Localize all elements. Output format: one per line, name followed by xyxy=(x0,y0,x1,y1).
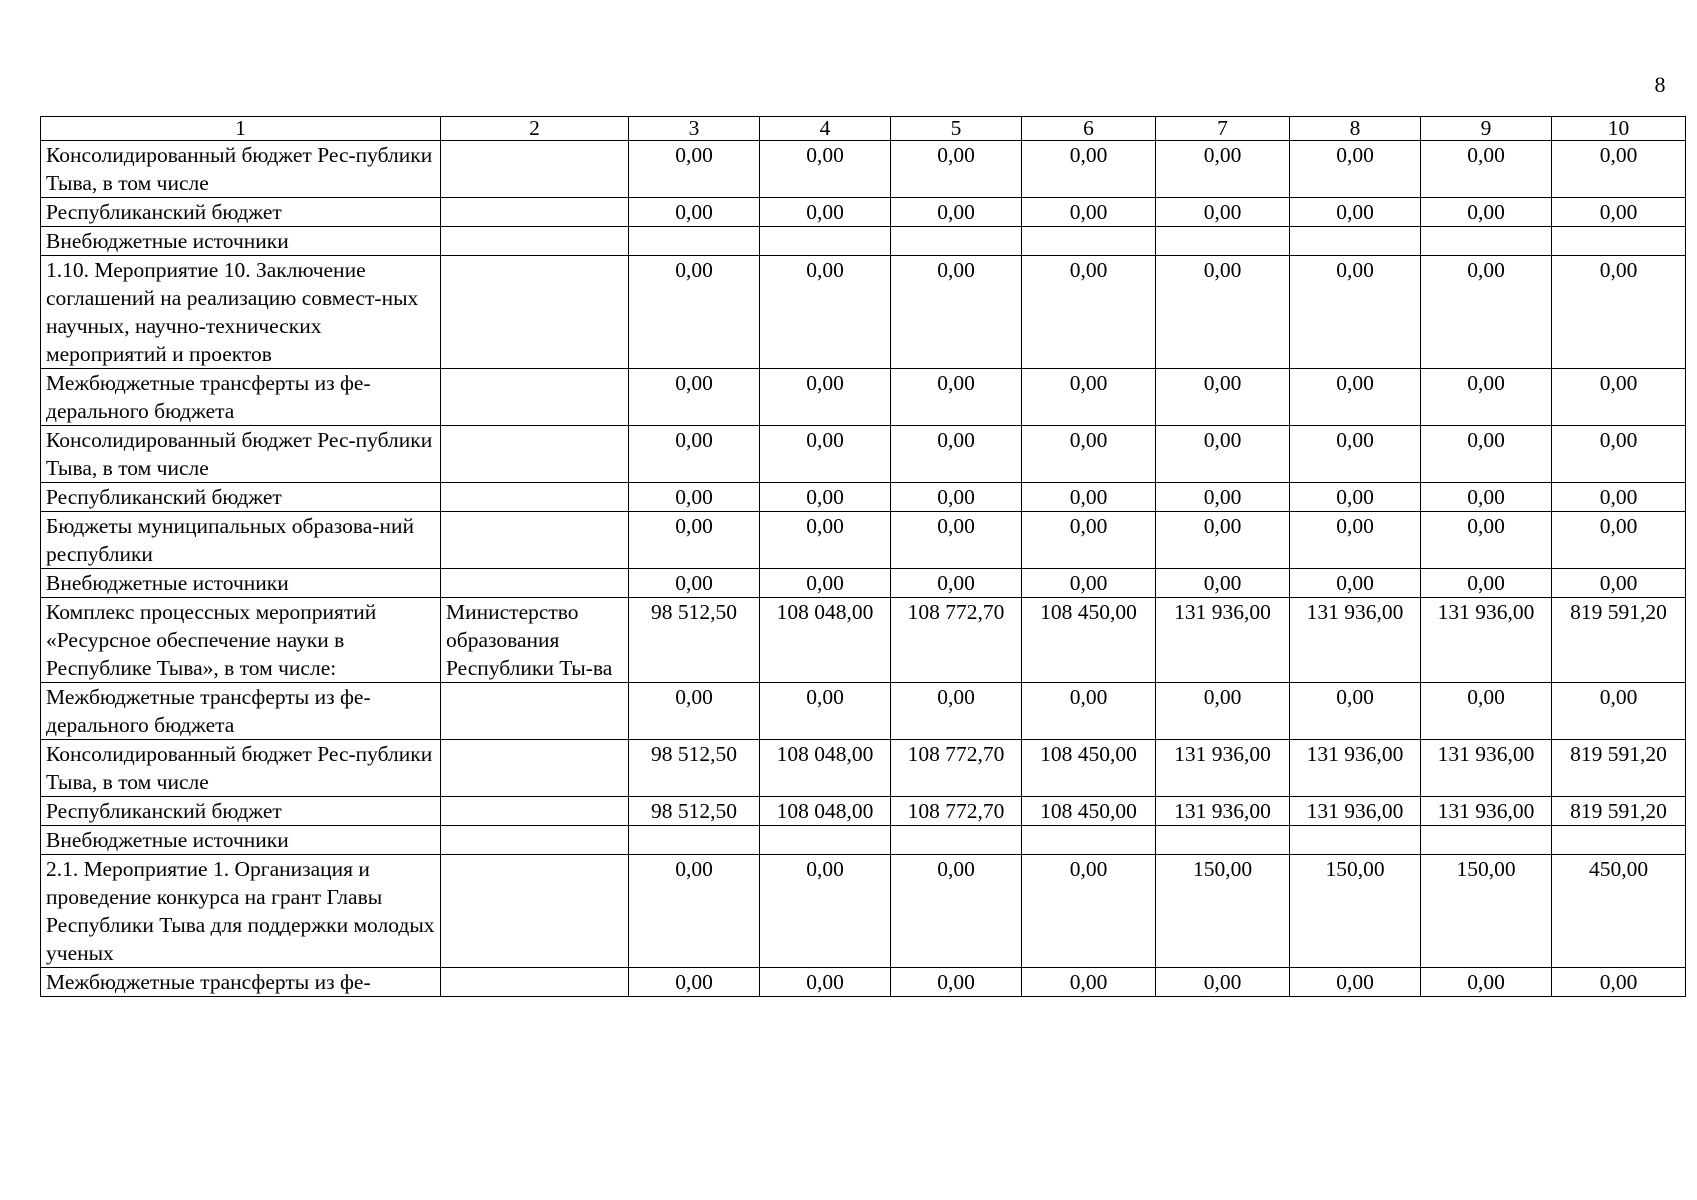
value-cell: 0,00 xyxy=(1290,426,1421,483)
value-cell xyxy=(1552,826,1686,855)
value-cell: 108 450,00 xyxy=(1022,598,1156,683)
row-responsible xyxy=(441,483,629,512)
value-cell: 0,00 xyxy=(1290,369,1421,426)
value-cell: 131 936,00 xyxy=(1290,797,1421,826)
value-cell: 0,00 xyxy=(760,483,891,512)
value-cell: 131 936,00 xyxy=(1156,740,1290,797)
value-cell: 0,00 xyxy=(1421,198,1552,227)
value-cell: 0,00 xyxy=(629,855,760,968)
row-responsible xyxy=(441,826,629,855)
value-cell: 0,00 xyxy=(760,256,891,369)
table-row xyxy=(41,683,1686,740)
value-cell: 131 936,00 xyxy=(1290,740,1421,797)
value-cell: 0,00 xyxy=(629,968,760,997)
header-cell: 2 xyxy=(441,117,629,141)
table-row xyxy=(41,797,1686,826)
row-description: 2.1. Мероприятие 1. Организация и проведение конкурса на грант Главы Республики Тыва для поддержки молодых ученых xyxy=(41,855,441,968)
value-cell: 819 591,20 xyxy=(1552,740,1686,797)
value-cell: 819 591,20 xyxy=(1552,797,1686,826)
value-cell: 150,00 xyxy=(1421,855,1552,968)
value-cell: 0,00 xyxy=(1421,483,1552,512)
value-cell: 0,00 xyxy=(1421,426,1552,483)
value-cell: 0,00 xyxy=(891,569,1022,598)
row-description: Внебюджетные источники xyxy=(41,826,441,855)
value-cell: 98 512,50 xyxy=(629,797,760,826)
value-cell xyxy=(1290,826,1421,855)
value-cell: 0,00 xyxy=(760,141,891,198)
row-responsible xyxy=(441,968,629,997)
table-row xyxy=(41,483,1686,512)
value-cell xyxy=(1022,826,1156,855)
value-cell: 0,00 xyxy=(1156,683,1290,740)
row-responsible xyxy=(441,227,629,256)
value-cell: 98 512,50 xyxy=(629,598,760,683)
value-cell xyxy=(891,227,1022,256)
header-cell: 1 xyxy=(41,117,441,141)
value-cell: 0,00 xyxy=(891,683,1022,740)
value-cell: 0,00 xyxy=(1421,256,1552,369)
row-responsible xyxy=(441,740,629,797)
value-cell: 0,00 xyxy=(891,198,1022,227)
value-cell: 0,00 xyxy=(629,569,760,598)
value-cell: 0,00 xyxy=(760,855,891,968)
value-cell: 0,00 xyxy=(1156,198,1290,227)
value-cell: 0,00 xyxy=(1022,369,1156,426)
value-cell: 0,00 xyxy=(1156,256,1290,369)
value-cell: 0,00 xyxy=(760,512,891,569)
value-cell: 0,00 xyxy=(1421,569,1552,598)
value-cell: 0,00 xyxy=(1022,198,1156,227)
value-cell: 108 450,00 xyxy=(1022,740,1156,797)
value-cell: 0,00 xyxy=(1022,426,1156,483)
row-responsible: Министерство образования Республики Ты-ва xyxy=(441,598,629,683)
value-cell: 0,00 xyxy=(629,426,760,483)
value-cell: 0,00 xyxy=(1552,256,1686,369)
value-cell: 450,00 xyxy=(1552,855,1686,968)
value-cell xyxy=(760,227,891,256)
table-row xyxy=(41,826,1686,855)
value-cell: 0,00 xyxy=(1156,369,1290,426)
value-cell: 0,00 xyxy=(629,369,760,426)
value-cell: 131 936,00 xyxy=(1421,797,1552,826)
value-cell: 0,00 xyxy=(1156,141,1290,198)
row-description: Комплекс процессных мероприятий «Ресурсное обеспечение науки в Республике Тыва», в том числе: xyxy=(41,598,441,683)
row-description: Республиканский бюджет xyxy=(41,198,441,227)
table-row xyxy=(41,855,1686,968)
table-row xyxy=(41,968,1686,997)
header-cell: 3 xyxy=(629,117,760,141)
value-cell: 0,00 xyxy=(1552,569,1686,598)
value-cell: 0,00 xyxy=(891,855,1022,968)
value-cell: 0,00 xyxy=(891,141,1022,198)
table-row xyxy=(41,227,1686,256)
header-cell: 5 xyxy=(891,117,1022,141)
table-row xyxy=(41,740,1686,797)
value-cell: 108 772,70 xyxy=(891,598,1022,683)
row-description: Республиканский бюджет xyxy=(41,483,441,512)
page-number: 8 xyxy=(1654,72,1666,97)
table-row xyxy=(41,512,1686,569)
value-cell: 150,00 xyxy=(1156,855,1290,968)
value-cell: 0,00 xyxy=(1156,512,1290,569)
value-cell xyxy=(1290,227,1421,256)
row-responsible xyxy=(441,141,629,198)
row-description: Внебюджетные источники xyxy=(41,227,441,256)
row-description: Межбюджетные трансферты из фе-дерального бюджета xyxy=(41,369,441,426)
value-cell: 0,00 xyxy=(1421,968,1552,997)
value-cell: 0,00 xyxy=(1022,141,1156,198)
value-cell: 0,00 xyxy=(1290,256,1421,369)
value-cell: 108 450,00 xyxy=(1022,797,1156,826)
value-cell xyxy=(629,227,760,256)
value-cell xyxy=(1156,227,1290,256)
header-cell: 10 xyxy=(1552,117,1686,141)
value-cell: 131 936,00 xyxy=(1290,598,1421,683)
value-cell: 131 936,00 xyxy=(1421,598,1552,683)
table-row xyxy=(41,256,1686,369)
row-responsible xyxy=(441,797,629,826)
value-cell: 108 772,70 xyxy=(891,740,1022,797)
value-cell: 0,00 xyxy=(1290,569,1421,598)
value-cell xyxy=(629,826,760,855)
header-cell: 6 xyxy=(1022,117,1156,141)
value-cell: 0,00 xyxy=(1421,369,1552,426)
value-cell: 0,00 xyxy=(1022,512,1156,569)
value-cell: 0,00 xyxy=(1552,426,1686,483)
table-row xyxy=(41,598,1686,683)
row-description: Консолидированный бюджет Рес-публики Тыва, в том числе xyxy=(41,740,441,797)
value-cell: 0,00 xyxy=(1156,426,1290,483)
value-cell: 0,00 xyxy=(1552,483,1686,512)
value-cell: 0,00 xyxy=(1552,141,1686,198)
row-description: Межбюджетные трансферты из фе- xyxy=(41,968,441,997)
value-cell: 0,00 xyxy=(629,512,760,569)
value-cell: 131 936,00 xyxy=(1156,797,1290,826)
value-cell: 0,00 xyxy=(1552,198,1686,227)
row-description: Внебюджетные источники xyxy=(41,569,441,598)
row-responsible xyxy=(441,369,629,426)
value-cell: 0,00 xyxy=(760,426,891,483)
table-row xyxy=(41,141,1686,198)
value-cell: 0,00 xyxy=(1156,968,1290,997)
value-cell xyxy=(760,826,891,855)
value-cell: 150,00 xyxy=(1290,855,1421,968)
value-cell: 0,00 xyxy=(629,256,760,369)
value-cell xyxy=(1421,227,1552,256)
value-cell: 131 936,00 xyxy=(1421,740,1552,797)
value-cell: 108 048,00 xyxy=(760,598,891,683)
value-cell: 108 048,00 xyxy=(760,740,891,797)
value-cell: 0,00 xyxy=(1022,569,1156,598)
value-cell: 0,00 xyxy=(760,968,891,997)
value-cell: 0,00 xyxy=(760,569,891,598)
value-cell: 0,00 xyxy=(1156,569,1290,598)
value-cell: 0,00 xyxy=(891,483,1022,512)
value-cell: 0,00 xyxy=(629,141,760,198)
row-responsible xyxy=(441,569,629,598)
value-cell: 131 936,00 xyxy=(1156,598,1290,683)
row-description: Республиканский бюджет xyxy=(41,797,441,826)
value-cell xyxy=(1421,826,1552,855)
value-cell: 0,00 xyxy=(891,369,1022,426)
table-row xyxy=(41,369,1686,426)
value-cell: 0,00 xyxy=(629,483,760,512)
value-cell: 0,00 xyxy=(1290,198,1421,227)
value-cell: 108 048,00 xyxy=(760,797,891,826)
table-header-row xyxy=(41,117,1686,141)
value-cell: 0,00 xyxy=(1156,483,1290,512)
value-cell: 0,00 xyxy=(1022,855,1156,968)
value-cell: 0,00 xyxy=(1552,512,1686,569)
value-cell: 0,00 xyxy=(1290,683,1421,740)
row-description: Бюджеты муниципальных образова-ний республики xyxy=(41,512,441,569)
row-responsible xyxy=(441,683,629,740)
value-cell xyxy=(1022,227,1156,256)
row-responsible xyxy=(441,198,629,227)
row-description: Консолидированный бюджет Рес-публики Тыва, в том числе xyxy=(41,141,441,198)
row-responsible xyxy=(441,426,629,483)
value-cell: 0,00 xyxy=(891,968,1022,997)
value-cell: 0,00 xyxy=(760,198,891,227)
header-cell: 7 xyxy=(1156,117,1290,141)
value-cell: 0,00 xyxy=(1421,141,1552,198)
table-row xyxy=(41,198,1686,227)
value-cell: 0,00 xyxy=(1022,968,1156,997)
value-cell: 0,00 xyxy=(1552,683,1686,740)
header-cell: 4 xyxy=(760,117,891,141)
row-responsible xyxy=(441,256,629,369)
value-cell: 0,00 xyxy=(1421,683,1552,740)
value-cell: 0,00 xyxy=(891,426,1022,483)
value-cell: 0,00 xyxy=(1022,256,1156,369)
row-description: Межбюджетные трансферты из фе-дерального бюджета xyxy=(41,683,441,740)
header-cell: 8 xyxy=(1290,117,1421,141)
header-cell: 9 xyxy=(1421,117,1552,141)
row-description: Консолидированный бюджет Рес-публики Тыва, в том числе xyxy=(41,426,441,483)
value-cell: 819 591,20 xyxy=(1552,598,1686,683)
value-cell: 0,00 xyxy=(1421,512,1552,569)
value-cell: 0,00 xyxy=(1290,483,1421,512)
value-cell: 0,00 xyxy=(891,512,1022,569)
table-row xyxy=(41,569,1686,598)
value-cell xyxy=(891,826,1022,855)
row-responsible xyxy=(441,512,629,569)
value-cell: 0,00 xyxy=(1290,141,1421,198)
value-cell xyxy=(1156,826,1290,855)
value-cell: 0,00 xyxy=(629,198,760,227)
value-cell: 0,00 xyxy=(1290,968,1421,997)
value-cell: 0,00 xyxy=(1552,369,1686,426)
budget-table xyxy=(40,116,1686,997)
value-cell: 0,00 xyxy=(760,683,891,740)
row-responsible xyxy=(441,855,629,968)
value-cell: 0,00 xyxy=(891,256,1022,369)
row-description: 1.10. Мероприятие 10. Заключение соглашений на реализацию совмест-ных научных, научно-технических мероприятий и проектов xyxy=(41,256,441,369)
value-cell: 0,00 xyxy=(1552,968,1686,997)
value-cell: 108 772,70 xyxy=(891,797,1022,826)
table-row xyxy=(41,426,1686,483)
value-cell: 0,00 xyxy=(1290,512,1421,569)
value-cell: 98 512,50 xyxy=(629,740,760,797)
value-cell xyxy=(1552,227,1686,256)
value-cell: 0,00 xyxy=(629,683,760,740)
value-cell: 0,00 xyxy=(760,369,891,426)
value-cell: 0,00 xyxy=(1022,483,1156,512)
value-cell: 0,00 xyxy=(1022,683,1156,740)
